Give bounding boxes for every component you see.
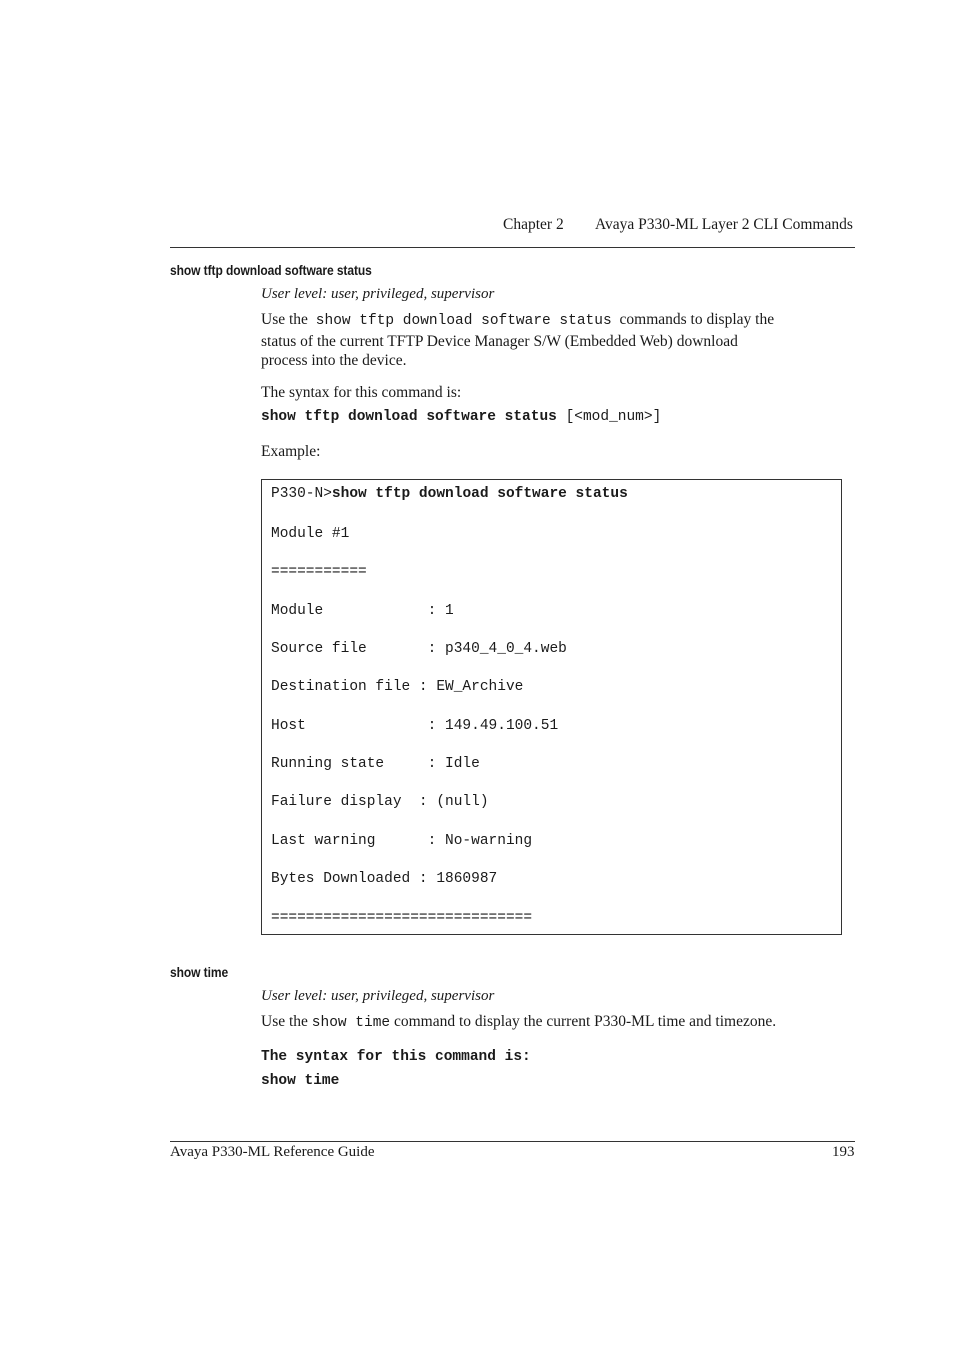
syntax-arg: [<mod_num>] [565,409,662,425]
example-line: Module #1 [271,526,350,542]
example-line: Destination file : EW_Archive [271,679,524,695]
desc-line2: status of the current TFTP Device Manager S/W (Embedded Web) download [261,332,738,350]
header-chapter: Chapter 2 [503,216,564,233]
example-line: Source file : p340_4_0_4.web [271,641,567,657]
desc-pre: Use the [261,1013,308,1030]
section-heading-time: show time [170,964,229,980]
example-line: Failure display : (null) [271,794,489,810]
example-prompt-line [271,486,628,502]
example-label: Example: [261,443,321,460]
example-prompt: P330-N> [271,486,332,502]
example-box [261,479,842,935]
user-level-time: User level: user, privileged, supervisor [261,988,495,1004]
description-time [261,1013,776,1031]
example-line: =========== [271,564,367,580]
example-line: Last warning : No-warning [271,833,533,849]
syntax-cmd: show tftp download software status [261,409,557,425]
page-number: 193 [832,1144,855,1160]
footer-rule [170,1141,855,1142]
description-tftp [261,310,855,371]
syntax-command-time: show time [261,1073,340,1089]
syntax-command-tftp [261,409,661,425]
section-heading-tftp: show tftp download software status [170,262,372,278]
example-line: ============================== [271,910,533,926]
desc-code: show time [311,1015,391,1031]
syntax-intro-tftp: The syntax for this command is: [261,384,462,401]
desc-code: show tftp download software status [315,313,612,329]
syntax-intro-time: The syntax for this command is: [261,1049,531,1065]
footer-guide: Avaya P330-ML Reference Guide [170,1144,375,1160]
desc-post: commands to display the [619,311,775,328]
example-line: Host : 149.49.100.51 [271,718,559,734]
example-command: show tftp download software status [331,486,628,502]
desc-pre: Use the [261,311,308,328]
desc-post: command to display the current P330-ML time and timezone. [394,1013,777,1030]
example-line: Module : 1 [271,603,454,619]
user-level-tftp: User level: user, privileged, supervisor [261,286,495,302]
example-line: Bytes Downloaded : 1860987 [271,871,498,887]
header-title: Avaya P330-ML Layer 2 CLI Commands [595,216,853,233]
desc-line3: process into the device. [261,352,407,369]
example-line: Running state : Idle [271,756,480,772]
header-rule [170,247,855,248]
